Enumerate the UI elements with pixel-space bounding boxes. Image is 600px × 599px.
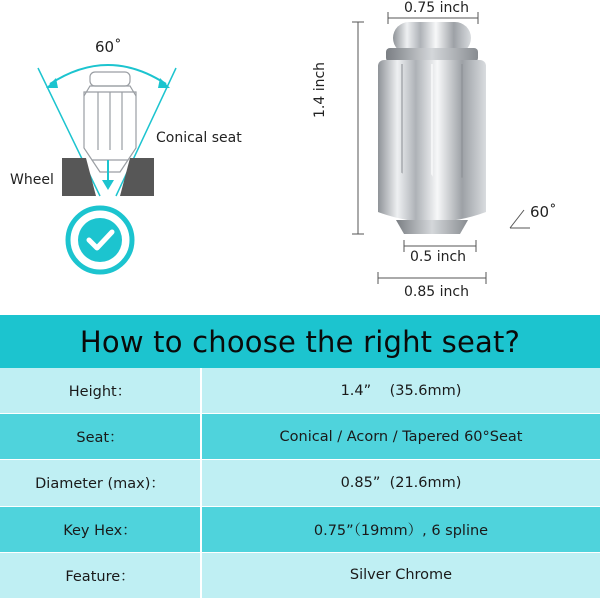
- spec-label: Height：: [0, 368, 202, 413]
- spec-row-feature: [0, 553, 600, 599]
- spec-row-key-hex: [0, 507, 600, 553]
- conical-seat-label: Conical seat: [156, 130, 242, 146]
- spec-row-height: [0, 368, 600, 414]
- bottom-width-label: 0.5 inch: [410, 249, 467, 265]
- lug-nut-image: [378, 22, 486, 234]
- title-banner: [0, 315, 600, 368]
- nut-sketch: [84, 72, 136, 172]
- spec-label: Key Hex：: [0, 507, 202, 552]
- spec-value: 0.75”（19mm）, 6 spline: [313, 522, 489, 539]
- spec-label: Seat：: [0, 414, 202, 459]
- spec-label: Diameter (max)：: [0, 460, 202, 505]
- down-arrow-icon: [102, 160, 114, 190]
- spec-row-diameter: [0, 460, 600, 506]
- height-label: 1.4 inch: [312, 61, 328, 118]
- spec-value: 0.85” (21.6mm): [340, 474, 462, 491]
- seat-angle-label: 60˚: [530, 203, 557, 221]
- spec-label: Feature：: [0, 553, 202, 598]
- spec-row-seat: [0, 414, 600, 460]
- angle-label: 60˚: [95, 38, 122, 56]
- page-title: How to choose the right seat?: [79, 324, 521, 359]
- check-circle-icon: [68, 208, 132, 272]
- spec-value: 1.4” (35.6mm): [340, 382, 462, 399]
- spec-value: Conical / Acorn / Tapered 60°Seat: [279, 428, 523, 445]
- spec-table: [0, 368, 600, 599]
- wheel-label: Wheel: [10, 172, 54, 188]
- base-width-label: 0.85 inch: [404, 284, 469, 300]
- spec-value: Silver Chrome: [349, 567, 453, 584]
- top-width-label: 0.75 inch: [404, 0, 469, 16]
